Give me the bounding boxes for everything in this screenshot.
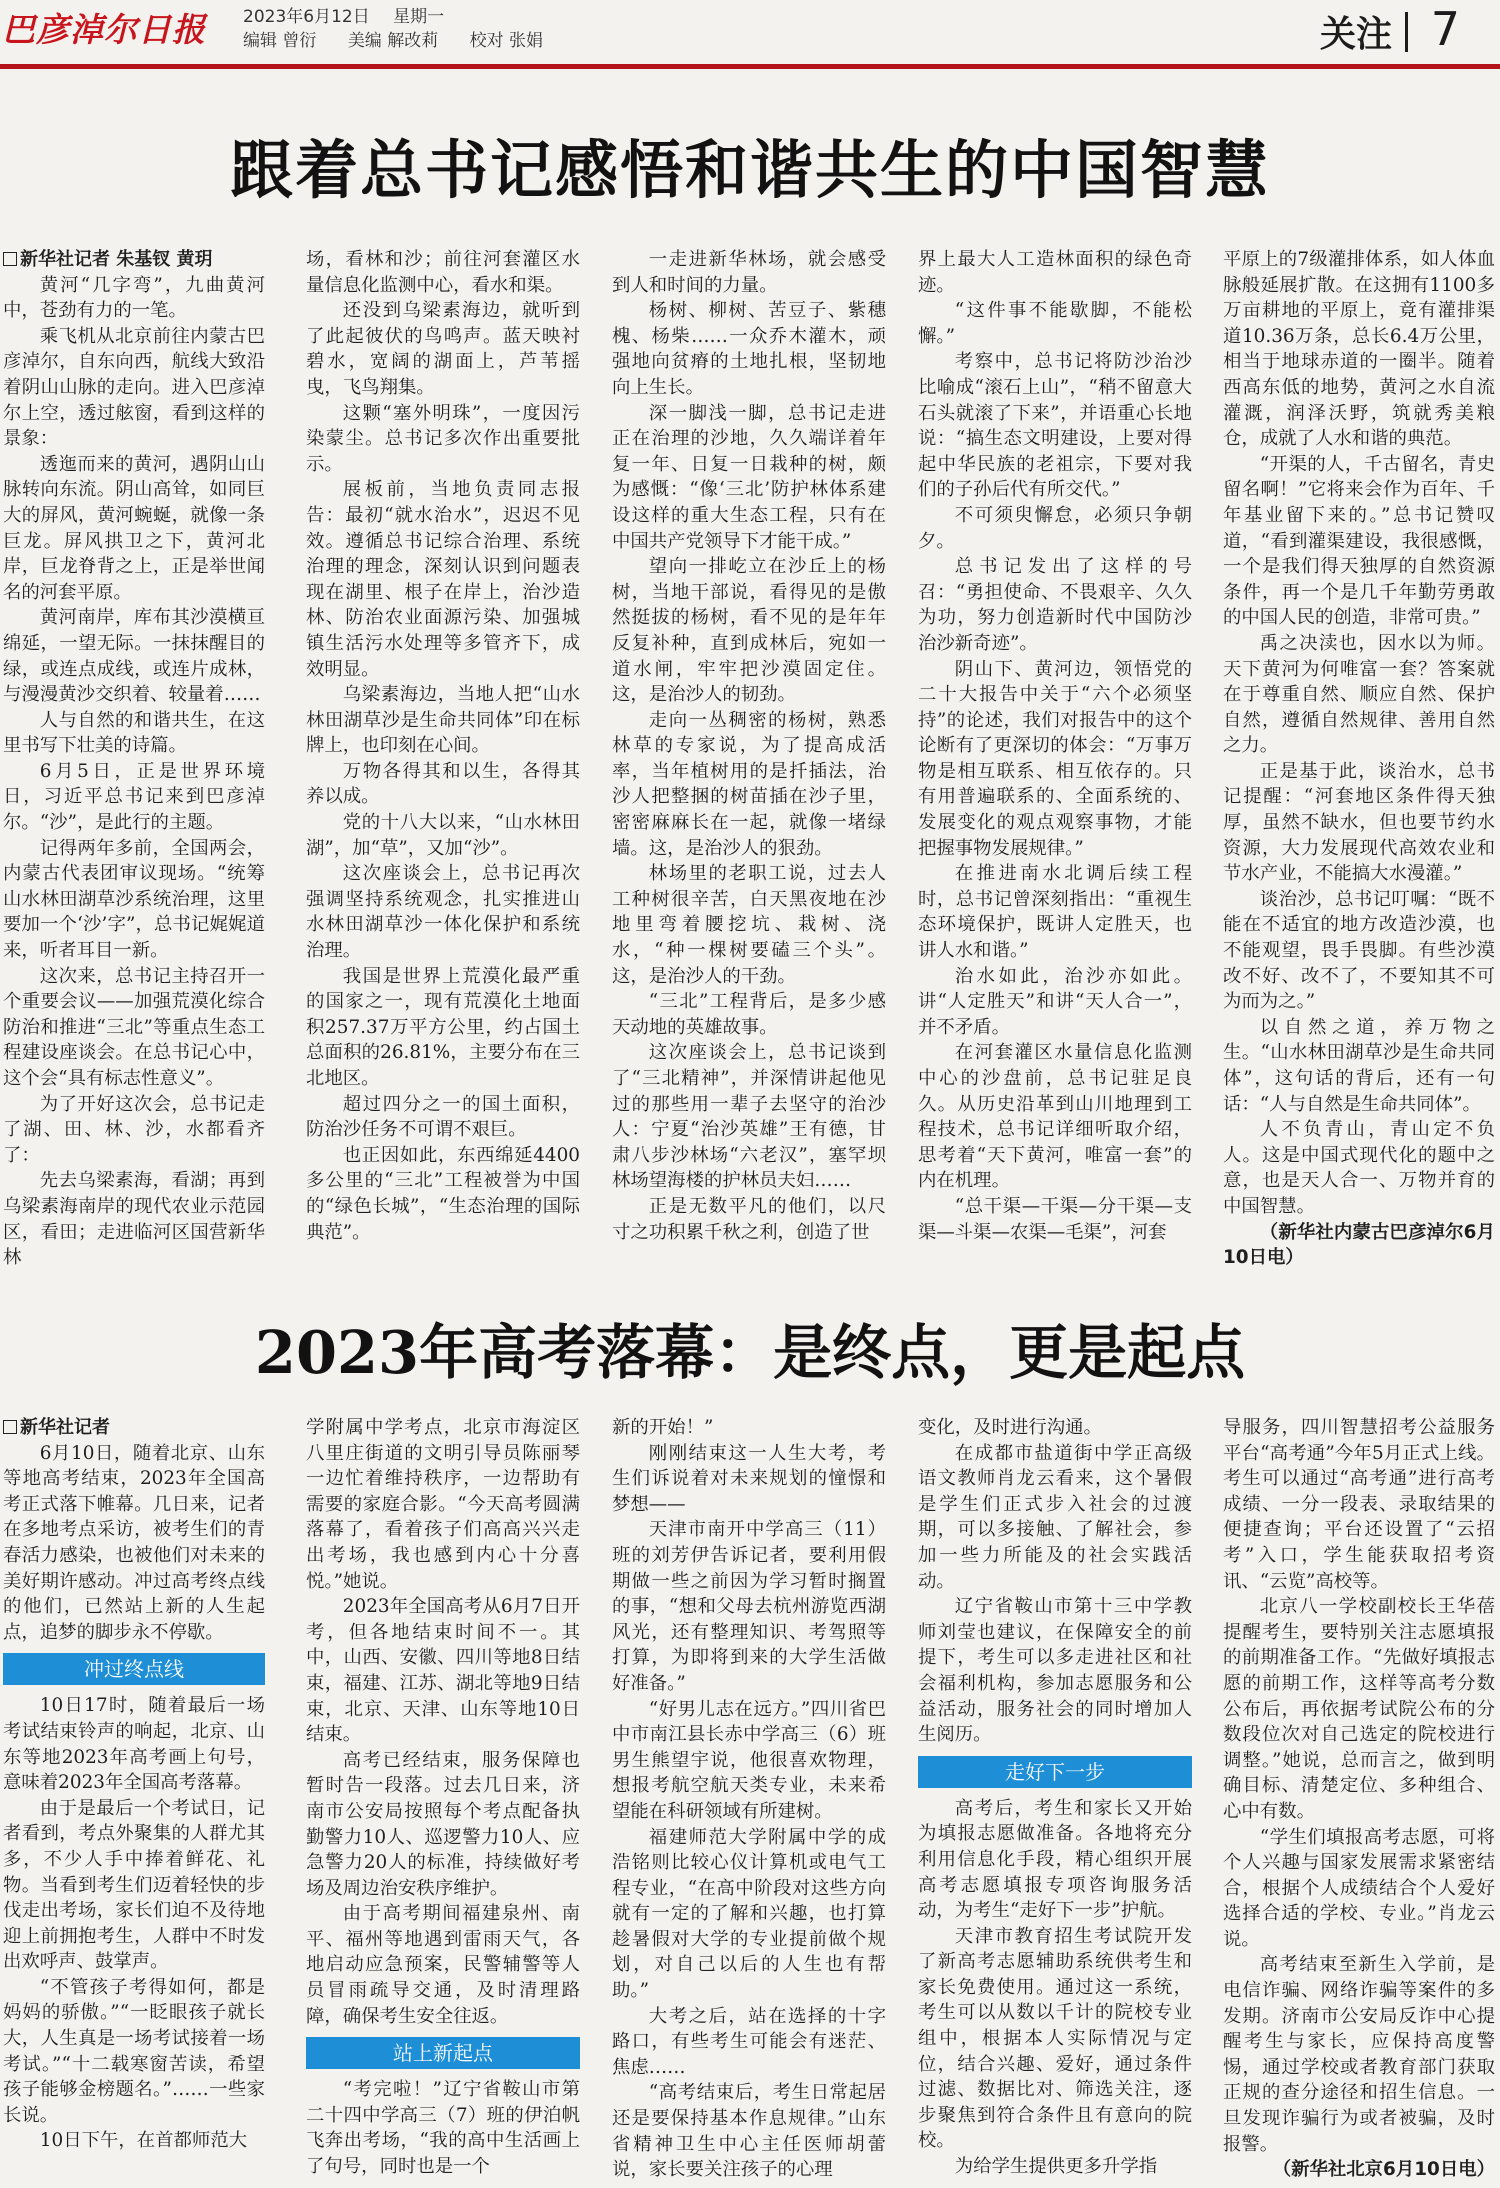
paragraph: 由于高考期间福建泉州、南平、福州等地遇到雷雨天气，各地启动应急预案，民警辅警等人员冒雨疏导交通，及时清理路障，确保考生安全往返。 [306, 1903, 580, 2027]
paragraph: 一走进新华林场，就会感受到人和时间的力量。 [612, 249, 886, 296]
section-divider [1405, 12, 1408, 52]
proofreader: 校对 张娟 [469, 31, 544, 51]
paragraph: 林场里的老职工说，过去人工种树很辛苦，白天黑夜地在沙地里弯着腰挖坑、栽树、浇水，“种一棵树要磕三个头”。这，是治沙人的干劲。 [612, 863, 886, 987]
article1-byline: 新华社记者 朱基钗 黄玥 [3, 247, 265, 273]
paragraph: “好男儿志在远方。”四川省巴中市南江县长赤中学高三（6）班男生熊望宇说，他很喜欢物理，想报考航空航天类专业，未来希望能在科研领域有所建树。 [612, 1698, 886, 1822]
paragraph: 为给学生提供更多升学指 [954, 2156, 1158, 2178]
article2-col4-body [918, 1415, 1192, 1748]
paragraph: 导服务，四川智慧招考公益服务平台“高考通”今年5月正式上线。考生可以通过“高考通”进行高考成绩、一分一段表、录取结果的便捷查询；平台还设置了“云招考”入口，学生能获取招考资讯、“云览”高校等。 [1223, 1417, 1495, 1592]
paragraph: 平原上的7级灌排体系，如人体血脉般延展扩散。在这拥有1100多万亩耕地的平原上，竟有灌排渠道10.36万条，总长6.4万公里，相当于地球赤道的一圈半。随着西高东低的地势，黄河之水自流灌溉，润泽沃野，筑就秀美粮仓，成就了人水和谐的典范。 [1223, 249, 1495, 450]
article1-col3-body [612, 247, 886, 1245]
page-number: 7 [1430, 2, 1460, 56]
paragraph: “不管孩子考得如何，都是妈妈的骄傲。”“一眨眼孩子就长大，人生真是一场考试接着一场考试。”“十二载寒窗苦读，希望孩子能够金榜题名。”……一些家长说。 [3, 1976, 265, 2126]
paragraph: 高考已经结束，服务保障也暂时告一段落。过去几日来，济南市公安局按照每个考点配备执勤警力10人、巡逻警力10人、应急警力20人的标准，持续做好考场及周边治安秩序维护。 [306, 1749, 580, 1899]
paragraph: 党的十八大以来，“山水林田湖”，加“草”，又加“沙”。 [306, 812, 580, 859]
article2-column-5 [1223, 1415, 1495, 2188]
article2-column-2 [306, 1415, 580, 2188]
paragraph: 展板前，当地负责同志报告：最初“就水治水”，迟迟不见效。遵循总书记综合治理、系统治理的理念，深刻认识到问题表现在湖里、根子在岸上，治沙造林、防治农业面源污染、加强城镇生活污水处理等多管齐下，成效明显。 [306, 479, 580, 680]
paragraph: 正是基于此，谈治水，总书记提醒：“河套地区条件得天独厚，虽然不缺水，但也要节约水资源，大力发展现代高效农业和节水产业，不能搞大水漫灌。” [1223, 760, 1495, 885]
article2-col2-body [306, 1415, 580, 2029]
subheading-finish-line: 冲过终点线 [3, 1653, 265, 1685]
paragraph: 考察中，总书记将防沙治沙比喻成“滚石上山”，“稍不留意大石头就滚了下来”，并语重心长地说：“搞生态文明建设，上要对得起中华民族的老祖宗，下要对我们的子孙后代有所交代。” [918, 351, 1192, 501]
paragraph: 阴山下、黄河边，领悟党的二十大报告中关于“六个必须坚持”的论述，我们对报告中的这个论断有了更深切的体会：“万事万物是相互联系、相互依存的。只有用普遍联系的、全面系统的、发展变化的观点观察事物，才能把握事物发展规律。” [918, 658, 1192, 859]
article2-col3-body [612, 1415, 886, 2183]
paragraph: 6月5日，正是世界环境日，习近平总书记来到巴彦淖尔。“沙”，是此行的主题。 [3, 760, 265, 834]
paragraph: 在推进南水北调后续工程时，总书记曾深刻指出：“重视生态环境保护，既讲人定胜天，也讲人水和谐。” [918, 863, 1192, 962]
issue-date: 2023年6月12日 [243, 7, 370, 27]
paragraph: 人与自然的和谐共生，在这里书写下壮美的诗篇。 [3, 709, 265, 757]
editor: 编辑 曾衍 [243, 31, 317, 51]
paragraph: 10日17时，随着最后一场考试结束铃声的响起，北京、山东等地2023年高考画上句号，意味着2023年全国高考落幕。 [3, 1695, 265, 1794]
subheading-new-start: 站上新起点 [306, 2037, 580, 2069]
paragraph: “学生们填报高考志愿，可将个人兴趣与国家发展需求紧密结合，根据个人成绩结合个人爱好选择合适的学校、专业。”肖龙云说。 [1223, 1826, 1495, 1950]
paragraph: 望向一排屹立在沙丘上的杨树，当地干部说，看得见的是傲然挺拔的杨树，看不见的是年年反复补种，直到成林后，宛如一道水闸，牢牢把沙漠固定住。这，是治沙人的韧劲。 [612, 556, 886, 706]
paragraph: 总书记发出了这样的号召：“勇担使命、不畏艰辛、久久为功，努力创造新时代中国防沙治沙新奇迹”。 [918, 556, 1192, 654]
paragraph: “三北”工程背后，是多少感天动地的英雄故事。 [612, 991, 886, 1038]
subheading-next-step: 走好下一步 [918, 1756, 1192, 1788]
paragraph: 高考后，考生和家长又开始为填报志愿做准备。各地将充分利用信息化手段，精心组织开展高考志愿填报专项咨询服务活动，为考生“走好下一步”护航。 [918, 1797, 1192, 1922]
paragraph: 禹之决渎也，因水以为师。天下黄河为何唯富一套？答案就在于尊重自然、顺应自然、保护自然，遵循自然规律、善用自然之力。 [1223, 632, 1495, 757]
article2-col4-body-b [918, 1796, 1192, 2180]
paragraph: 治水如此，治沙亦如此。讲“人定胜天”和讲“天人合一”，并不矛盾。 [918, 965, 1192, 1038]
article2-col2-body-b [306, 2077, 580, 2179]
article1-column-1 [3, 247, 265, 1270]
paragraph: 场，看林和沙；前往河套灌区水量信息化监测中心，看水和渠。 [306, 249, 580, 296]
article2-signoff: （新华社北京6月10日电） [1272, 2159, 1495, 2181]
article1-column-2 [306, 247, 580, 1270]
paragraph: 也正因如此，东西绵延4400多公里的“三北”工程被誉为中国的“绿色长城”，“生态治理的国际典范”。 [306, 1144, 580, 1243]
paragraph: 这次来，总书记主持召开一个重要会议——加强荒漠化综合防治和推进“三北”等重点生态工程建设座谈会。在总书记心中，这个会“具有标志性意义”。 [3, 965, 265, 1089]
byline-box-icon [3, 1420, 17, 1434]
paragraph: 还没到乌梁素海边，就听到了此起彼伏的鸟鸣声。蓝天映衬碧水，宽阔的湖面上，芦苇摇曳，飞鸟翔集。 [306, 300, 580, 398]
paragraph: 黄河“几字弯”，九曲黄河中，苍劲有力的一笔。 [3, 274, 265, 322]
paragraph: 新的开始！” [612, 1417, 714, 1438]
article2-col1-body [3, 1693, 265, 2154]
issue-weekday: 星期一 [393, 7, 445, 27]
paragraph: 先去乌梁素海，看湖；再到乌梁素海南岸的现代农业示范园区，看田；走进临河区国营新华林 [3, 1170, 265, 1269]
paragraph: “这件事不能歇脚，不能松懈。” [918, 300, 1192, 347]
masthead-rule [0, 64, 1500, 69]
paragraph: 杨树、柳树、苦豆子、紫穗槐、杨柴……一众乔木灌木，顽强地向贫瘠的土地扎根，坚韧地向上生长。 [612, 300, 886, 398]
paragraph: 6月10日，随着北京、山东等地高考结束，2023年全国高考正式落下帷幕。几日来，记者在多地考点采访，被考生们的青春活力感染，也被他们对未来的美好期许感动。冲过高考终点线的他们，已然站上新的人生起点，追梦的脚步永不停歇。 [3, 1442, 265, 1643]
paragraph: 人不负青山，青山定不负人。这是中国式现代化的题中之意，也是天人合一、万物并育的中国智慧。 [1223, 1119, 1495, 1217]
paragraph: 走向一丛稠密的杨树，熟悉林草的专家说，为了提高成活率，当年植树用的是扦插法，治沙人把整捆的树苗插在沙子里，密密麻麻长在一起，就像一堵绿墙。这，是治沙人的狠劲。 [612, 709, 886, 859]
paragraph: 在河套灌区水量信息化监测中心的沙盘前，总书记驻足良久。从历史沿革到山川地理到工程技术，总书记详细听取介绍，思考着“天下黄河，唯富一套”的内在机理。 [918, 1042, 1192, 1192]
paragraph: 黄河南岸，库布其沙漠横亘绵延，一望无际。一抹抹醒目的绿，或连点成线，或连片成林，与漫漫黄沙交织着、较量着…… [3, 607, 265, 706]
paragraph: “高考结束后，考生日常起居还是要保持基本作息规律。”山东省精神卫生中心主任医师胡蕾说，家长要关注孩子的心理 [612, 2082, 886, 2181]
paragraph: “总干渠—干渠—分干渠—支渠—斗渠—农渠—毛渠”，河套 [918, 1195, 1192, 1243]
art-editor: 美编 解改莉 [347, 31, 439, 51]
paragraph: 这次座谈会上，总书记再次强调坚持系统观念，扎实推进山水林田湖草沙一体化保护和系统治理。 [306, 863, 580, 962]
article2-col5-body [1223, 1415, 1495, 2157]
newspaper-logo: 巴彦淖尔日报 [2, 10, 206, 49]
paragraph: 福建师范大学附属中学的成浩铭则比较心仪计算机或电气工程专业，“在高中阶段对这些方向就有一定的了解和兴趣，也打算趁暑假对大学的专业提前做个规划，对自己以后的人生也有帮助。” [612, 1826, 886, 2002]
article1-column-3 [612, 247, 886, 1270]
paragraph: 由于是最后一个考试日，记者看到，考点外聚集的人群尤其多，不少人手中捧着鲜花、礼物。当看到考生们迈着轻快的步伐走出考场，家长们迫不及待地迎上前拥抱考生，人群中不时发出欢呼声、鼓掌声。 [3, 1797, 265, 1973]
paragraph: 深一脚浅一脚，总书记走进正在治理的沙地，久久端详着年复一年、日复一日栽种的树，颇为感慨：“像‘三北’防护林体系建设这样的重大生态工程，只有在中国共产党领导下才能干成。” [612, 402, 886, 552]
section-name: 关注 [1319, 14, 1392, 55]
paragraph: 透迤而来的黄河，遇阴山山脉转向东流。阴山高耸，如同巨大的屏风，黄河蜿蜒，就像一条巨龙。屏风拱卫之下，黄河北岸，巨龙脊背之上，正是举世闻名的河套平原。 [3, 453, 265, 603]
paragraph: 万物各得其和以生，各得其养以成。 [306, 760, 580, 808]
paragraph: 超过四分之一的国土面积，防治沙任务不可谓不艰巨。 [306, 1093, 580, 1141]
byline-box-icon [3, 252, 17, 266]
article1-headline: 跟着总书记感悟和谐共生的中国智慧 [230, 134, 1270, 207]
paragraph: 2023年全国高考从6月7日开考，但各地结束时间不一。其中，山西、安徽、四川等地8日结束，福建、江苏、湖北等地9日结束，北京、天津、山东等地10日结束。 [306, 1596, 580, 1746]
paragraph: 天津市南开中学高三（11）班的刘芳伊告诉记者，要利用假期做一些之前因为学习暂时搁置的事，“想和父母去杭州游览西湖风光，还有整理知识、考驾照等打算，为即将到来的大学生活做好准备。” [612, 1519, 886, 1694]
paragraph: 北京八一学校副校长王华蓓提醒考生，要特别关注志愿填报的前期准备工作。“先做好填报志愿的前期工作，这样等高考分数公布后，再依据考试院公布的分数段位次对自己选定的院校进行调整。”她说，总而言之，做到明确目标、清楚定位、多种组合、心中有数。 [1223, 1596, 1495, 1822]
masthead [0, 0, 1500, 66]
paragraph: “开渠的人，千古留名，青史留名啊！”它将来会作为百年、千年基业留下来的。”总书记赞叹道，“看到灌渠建设，我很感慨，一个是我们得天独厚的自然资源条件，再一个是几千年勤劳勇敢的中国人民的创造，非常可贵。” [1223, 453, 1495, 629]
paragraph: 大考之后，站在选择的十字路口，有些考生可能会有迷茫、焦虑…… [612, 2005, 886, 2078]
paragraph: 以自然之道，养万物之生。“山水林田湖草沙是生命共同体”，这句话的背后，还有一句话：“人与自然是生命共同体”。 [1223, 1016, 1495, 1115]
paragraph: 我国是世界上荒漠化最严重的国家之一，现有荒漠化土地面积257.37万平方公里，约占国土总面积的26.81%，主要分布在三北地区。 [306, 965, 580, 1089]
article1-column-5 [1223, 247, 1495, 1270]
paragraph: 正是无数平凡的他们，以尺寸之功积累千秋之利，创造了世 [612, 1195, 886, 1243]
article1-col2-body [306, 247, 580, 1245]
article1-column-4 [918, 247, 1192, 1270]
article2-col1-intro [3, 1441, 265, 1646]
article1-signoff: （新华社内蒙古巴彦淖尔6月10日电） [1223, 1221, 1495, 1269]
paragraph: 乘飞机从北京前往内蒙古巴彦淖尔，自东向西，航线大致沿着阴山山脉的走向。进入巴彦淖尔上空，透过舷窗，看到这样的景象： [3, 325, 265, 450]
article2-column-3 [612, 1415, 886, 2188]
paragraph: “考完啦！”辽宁省鞍山市第二十四中学高三（7）班的伊泊帆飞奔出考场，“我的高中生活画上了句号，同时也是一个 [306, 2079, 580, 2178]
paragraph: 这次座谈会上，总书记谈到了“三北精神”，并深情讲起他见过的那些用一辈子去坚守的治沙人：宁夏“治沙英雄”王有德，甘肃八步沙林场“六老汉”，塞罕坝林场望海楼的护林员夫妇…… [612, 1042, 886, 1192]
paragraph: 天津市教育招生考试院开发了新高考志愿辅助系统供考生和家长免费使用。通过这一系统，考生可以从数以千计的院校专业组中，根据本人实际情况与定位，结合兴趣、爱好，通过条件过滤、数据比对、筛选关注，逐步聚焦到符合条件且有意向的院校。 [918, 1925, 1192, 2152]
paragraph: 谈治沙，总书记叮嘱：“既不能在不适宜的地方改造沙漠，也不能观望，畏手畏脚。有些沙漠改不好、改不了，不要知其不可为而为之。” [1223, 888, 1495, 1013]
dateline [243, 2, 462, 27]
paragraph: 为了开好这次会，总书记走了湖、田、林、沙，水都看齐了： [3, 1093, 265, 1166]
article2-headline: 2023年高考落幕：是终点，更是起点 [254, 1318, 1246, 1387]
article1-col5-body [1223, 247, 1495, 1220]
paragraph: 10日下午，在首都师范大 [39, 2130, 248, 2152]
article1-col1-body [3, 273, 265, 1270]
editor-credits [243, 26, 569, 51]
paragraph: 学附属中学考点，北京市海淀区八里庄街道的文明引导员陈丽琴一边忙着维持秩序，一边帮助有需要的家庭合影。“今天高考圆满落幕了，看着孩子们高高兴兴走出考场，我也感到内心十分喜悦。”她说。 [306, 1417, 580, 1592]
paragraph: 这颗“塞外明珠”，一度因污染蒙尘。总书记多次作出重要批示。 [306, 402, 580, 475]
paragraph: 记得两年多前，全国两会，内蒙古代表团审议现场。“统筹山水林田湖草沙系统治理，这里要加一个‘沙’字”，总书记娓娓道来，听者耳目一新。 [3, 837, 265, 962]
paragraph: 在成都市盐道街中学正高级语文教师肖龙云看来，这个暑假是学生们正式步入社会的过渡期，可以多接触、了解社会，参加一些力所能及的社会实践活动。 [918, 1442, 1192, 1592]
paragraph: 不可须臾懈怠，必须只争朝夕。 [918, 504, 1192, 552]
article2-column-1 [3, 1415, 265, 2188]
paragraph: 高考结束至新生入学前，是电信诈骗、网络诈骗等案件的多发期。济南市公安局反诈中心提醒考生与家长，应保持高度警惕，通过学校或者教育部门获取正规的查分途径和招生信息。一旦发现诈骗行为或者被骗，及时报警。 [1223, 1954, 1495, 2155]
paragraph: 乌梁素海边，当地人把“山水林田湖草沙是生命共同体”印在标牌上，也印刻在心间。 [306, 684, 580, 757]
paragraph: 界上最大人工造林面积的绿色奇迹。 [918, 249, 1192, 296]
article1-col4-body [918, 247, 1192, 1245]
paragraph: 变化，及时进行沟通。 [918, 1417, 1102, 1438]
article2-column-4 [918, 1415, 1192, 2188]
paragraph: 刚刚结束这一人生大考，考生们诉说着对未来规划的憧憬和梦想—— [612, 1442, 886, 1515]
article2-byline: 新华社记者 [3, 1415, 265, 1441]
paragraph: 辽宁省鞍山市第十三中学教师刘莹也建议，在保障安全的前提下，考生可以多走进社区和社会福利机构，参加志愿服务和公益活动，服务社会的同时增加人生阅历。 [918, 1596, 1192, 1746]
